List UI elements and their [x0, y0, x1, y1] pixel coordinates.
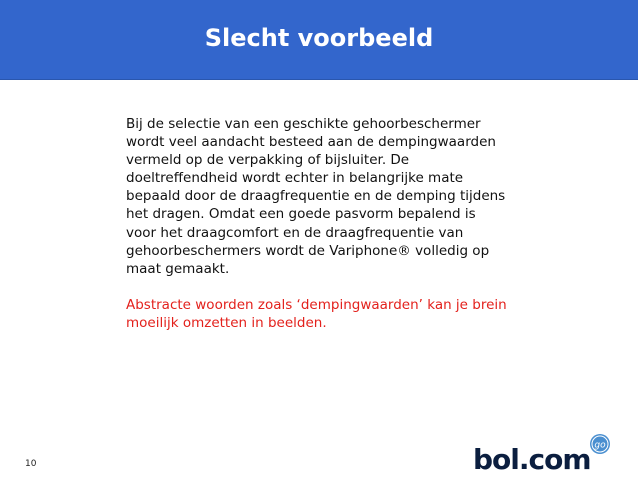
- highlight-paragraph: [126, 296, 546, 332]
- body-line: bepaald door de draagfrequentie en de demping tijdens: [126, 188, 506, 205]
- body-line: vermeld op de verpakking of bijsluiter. De: [126, 152, 410, 169]
- body-line: doeltreffendheid wordt echter in belangrijke mate: [126, 170, 464, 187]
- body-line: maat gemaakt.: [126, 260, 230, 277]
- slide-title: Slecht voorbeeld: [204, 24, 434, 52]
- body-paragraph: [126, 115, 546, 278]
- page-number: 10: [25, 459, 37, 469]
- logo-badge-text: go: [594, 440, 606, 451]
- bol-com-logo: [473, 432, 613, 476]
- body-line: het dragen. Omdat een goede pasvorm bepalend is: [126, 206, 476, 223]
- body-line: wordt veel aandacht besteed aan de dempingwaarden: [126, 134, 496, 151]
- title-bar: [0, 0, 638, 80]
- body-line: voor het draagcomfort en de draagfrequentie van: [126, 224, 464, 241]
- body-line: Bij de selectie van een geschikte gehoorbeschermer: [126, 116, 481, 132]
- highlight-line: Abstracte woorden zoals ‘dempingwaarden’ kan je brein: [126, 297, 507, 313]
- logo-text: bol.com: [473, 443, 591, 476]
- body-line: gehoorbeschermers wordt de Variphone® volledig op: [126, 242, 490, 259]
- highlight-line: moeilijk omzetten in beelden.: [126, 315, 327, 332]
